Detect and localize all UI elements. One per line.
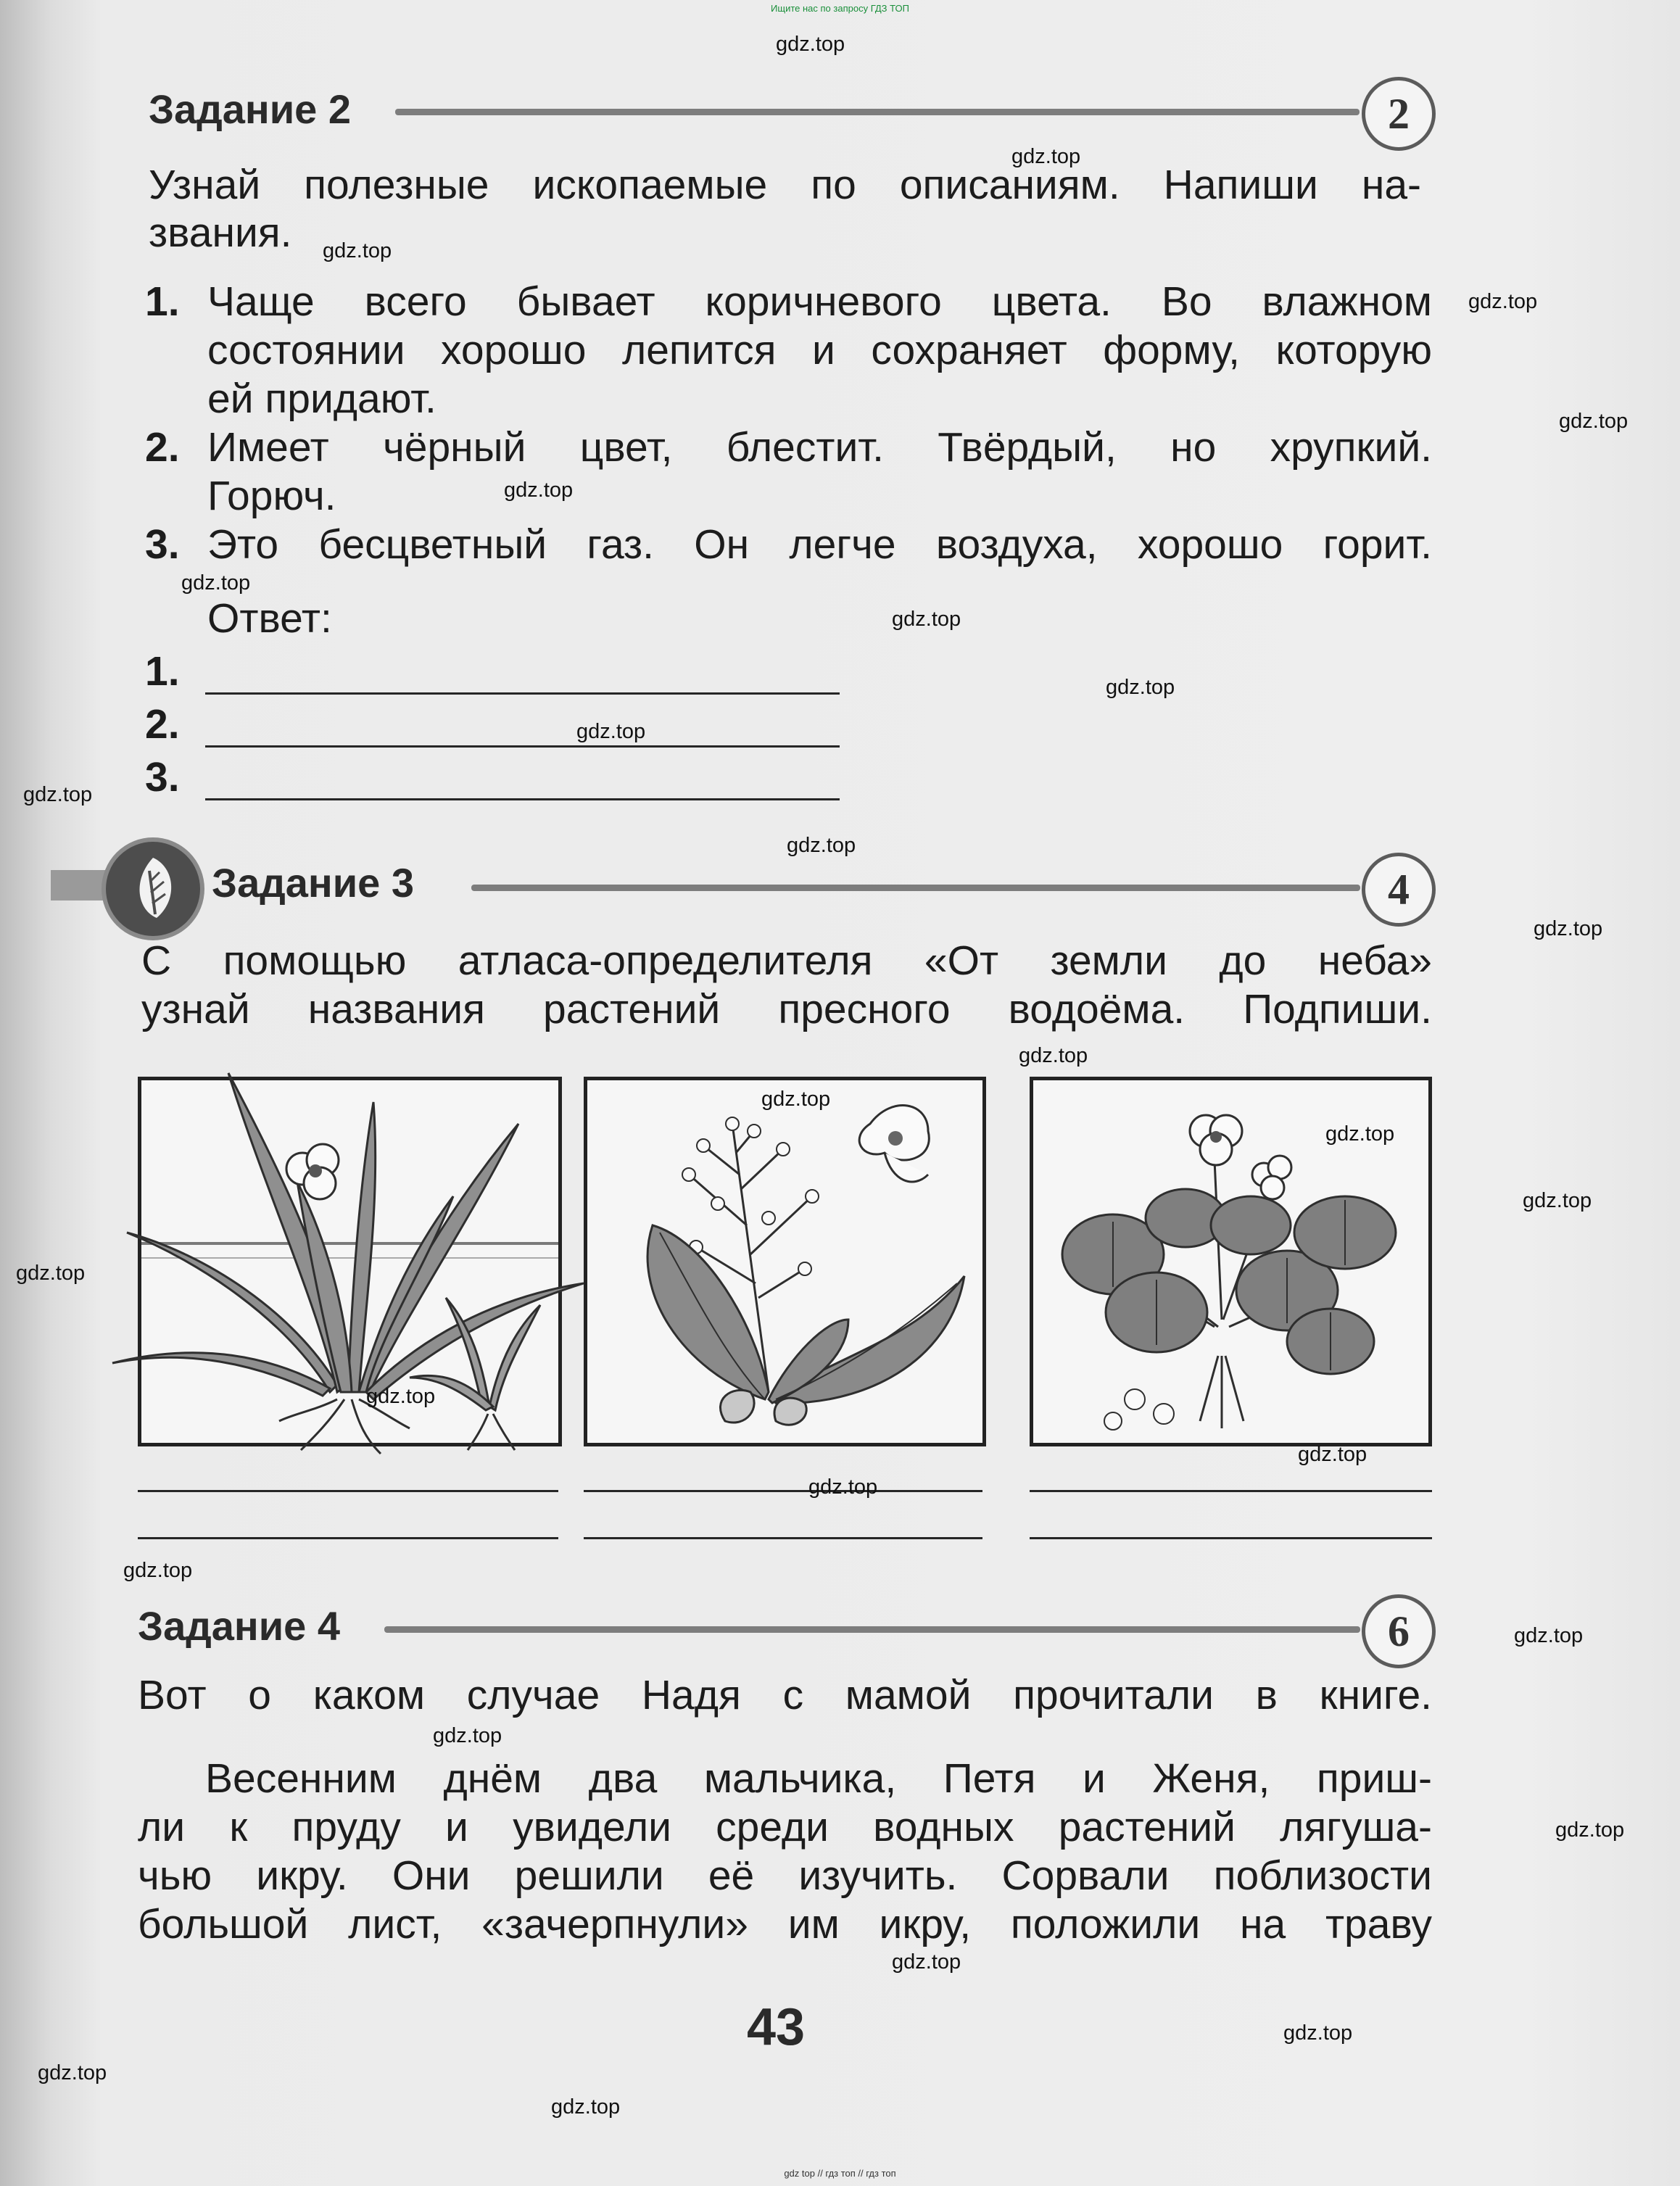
watermark: gdz.top bbox=[1559, 410, 1629, 433]
task2-answer1-line[interactable] bbox=[205, 692, 840, 695]
watermark: gdz.top bbox=[16, 1262, 86, 1285]
watermark: gdz.top bbox=[1468, 290, 1538, 313]
page-number: 43 bbox=[747, 1998, 806, 2056]
watermark: gdz.top bbox=[761, 1088, 831, 1111]
task4-paragraph-line2: ли к пруду и увидели среди водных растений лягуша- bbox=[138, 1804, 1432, 1850]
task2-rule bbox=[395, 109, 1360, 115]
task2-answer2-line[interactable] bbox=[205, 745, 840, 748]
watermark: gdz.top bbox=[1534, 917, 1603, 940]
watermark: gdz.top bbox=[892, 1950, 961, 1974]
plant2-label-line1[interactable] bbox=[584, 1490, 982, 1492]
water-plantain-plant-illustration bbox=[587, 1080, 982, 1443]
task2-answer3-number: 3. bbox=[145, 754, 180, 800]
task3-rule bbox=[471, 885, 1360, 891]
watermark: gdz.top bbox=[1514, 1624, 1584, 1647]
watermark: gdz.top bbox=[366, 1385, 436, 1408]
task2-item3-line1: Это бесцветный газ. Он легче воздуха, хорошо горит. bbox=[207, 521, 1432, 568]
watermark: gdz.top bbox=[504, 479, 574, 502]
task4-rule bbox=[384, 1626, 1360, 1633]
task2-item1-line1: Чаще всего бывает коричневого цвета. Во влажном bbox=[207, 278, 1432, 325]
task2-item3-number: 3. bbox=[145, 521, 180, 568]
task2-intro-line1: Узнай полезные ископаемые по описаниям. Напиши на- bbox=[149, 162, 1421, 208]
task2-points-badge: 2 bbox=[1362, 77, 1436, 151]
water-soldier-plant-illustration bbox=[141, 1080, 558, 1443]
watermark: gdz.top bbox=[1298, 1443, 1367, 1466]
task3-line2: узнай названия растений пресного водоёма. Подпиши. bbox=[141, 986, 1432, 1032]
plant-picture-2 bbox=[584, 1077, 986, 1446]
watermark: gdz.top bbox=[1555, 1818, 1625, 1842]
plant3-label-line2[interactable] bbox=[1030, 1537, 1432, 1539]
footer-note: gdz top // гдз топ // гдз топ bbox=[784, 2168, 896, 2179]
leaf-icon bbox=[102, 837, 204, 940]
watermark: gdz.top bbox=[776, 33, 845, 56]
watermark: gdz.top bbox=[123, 1559, 193, 1582]
task2-item1-number: 1. bbox=[145, 278, 180, 325]
task2-answer1-number: 1. bbox=[145, 648, 180, 695]
header-note: Ищите нас по запросу ГДЗ ТОП bbox=[771, 3, 909, 14]
watermark: gdz.top bbox=[181, 571, 251, 595]
task3-title: Задание 3 bbox=[212, 860, 415, 906]
task4-title: Задание 4 bbox=[138, 1603, 341, 1649]
watermark: gdz.top bbox=[1523, 1189, 1592, 1212]
task2-item1-line3: ей придают. bbox=[207, 376, 436, 422]
task2-item2-number: 2. bbox=[145, 424, 180, 471]
task2-item1-line2: состоянии хорошо лепится и сохраняет форму, которую bbox=[207, 327, 1432, 373]
plant-picture-1 bbox=[138, 1077, 562, 1446]
task2-title: Задание 2 bbox=[149, 86, 352, 132]
task2-answer-label: Ответ: bbox=[207, 595, 332, 642]
watermark: gdz.top bbox=[1283, 2021, 1353, 2045]
task2-intro-line2: звания. bbox=[149, 210, 292, 256]
watermark: gdz.top bbox=[1106, 676, 1175, 699]
task4-paragraph-line4: большой лист, «зачерпнули» им икру, положили на траву bbox=[138, 1901, 1432, 1947]
task3-line1: С помощью атласа-определителя «От земли до неба» bbox=[141, 937, 1432, 984]
watermark: gdz.top bbox=[576, 720, 646, 743]
task4-paragraph-line3: чью икру. Они решили её изучить. Сорвали поблизости bbox=[138, 1852, 1432, 1899]
task3-points-badge: 4 bbox=[1362, 853, 1436, 927]
watermark: gdz.top bbox=[892, 608, 961, 631]
task4-paragraph-line1: Весенним днём два мальчика, Петя и Женя, приш- bbox=[205, 1755, 1432, 1802]
watermark: gdz.top bbox=[1325, 1122, 1395, 1146]
watermark: gdz.top bbox=[808, 1475, 878, 1499]
task2-answer2-number: 2. bbox=[145, 701, 180, 748]
watermark: gdz.top bbox=[1011, 145, 1081, 168]
plant3-label-line1[interactable] bbox=[1030, 1490, 1432, 1492]
task2-item2-line2: Горюч. bbox=[207, 473, 336, 519]
watermark: gdz.top bbox=[323, 239, 392, 262]
task2-answer3-line[interactable] bbox=[205, 798, 840, 800]
plant2-label-line2[interactable] bbox=[584, 1537, 982, 1539]
section-bar bbox=[51, 870, 109, 901]
watermark: gdz.top bbox=[38, 2061, 107, 2084]
watermark: gdz.top bbox=[551, 2095, 621, 2119]
plant1-label-line1[interactable] bbox=[138, 1490, 558, 1492]
watermark: gdz.top bbox=[787, 834, 856, 857]
plant1-label-line2[interactable] bbox=[138, 1537, 558, 1539]
task4-points-badge: 6 bbox=[1362, 1594, 1436, 1668]
task4-line1: Вот о каком случае Надя с мамой прочитали в книге. bbox=[138, 1672, 1432, 1718]
watermark: gdz.top bbox=[1019, 1044, 1088, 1067]
task2-item2-line1: Имеет чёрный цвет, блестит. Твёрдый, но хрупкий. bbox=[207, 424, 1432, 471]
watermark: gdz.top bbox=[433, 1724, 502, 1747]
watermark: gdz.top bbox=[23, 783, 93, 806]
